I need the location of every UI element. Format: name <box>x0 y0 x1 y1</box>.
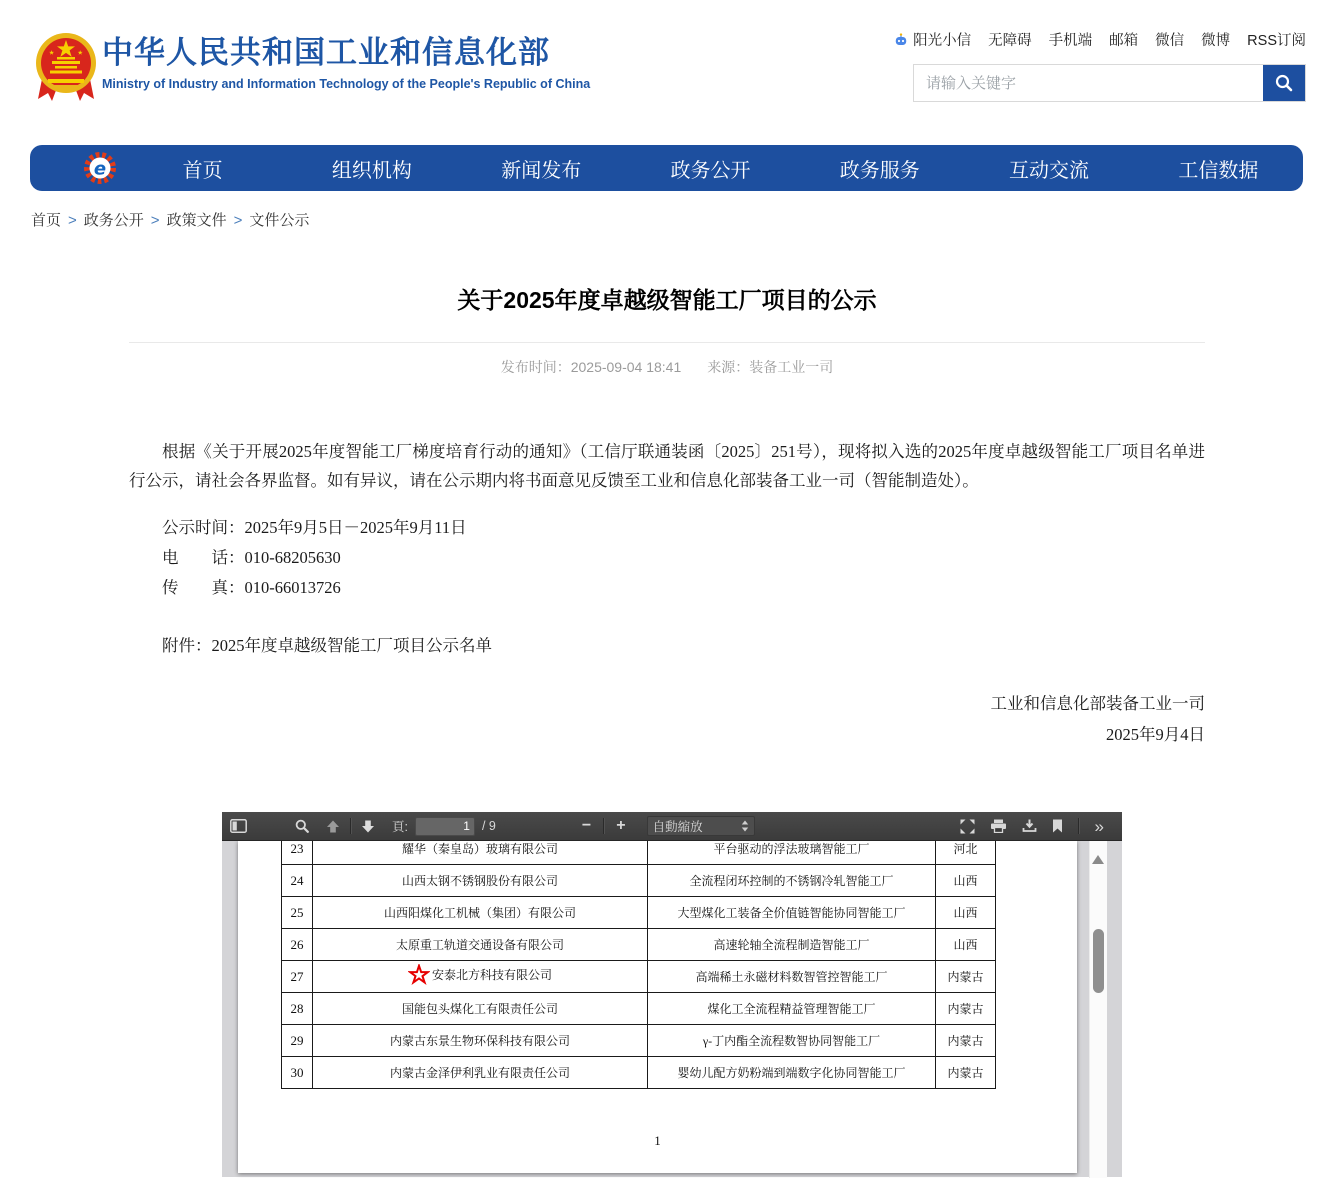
pdf-stage <box>222 841 1122 1178</box>
breadcrumb-separator: > <box>68 212 77 229</box>
site-title-zh: 中华人民共和国工业和信息化部 <box>102 35 550 70</box>
breadcrumb-item: 文件公示 <box>249 212 310 229</box>
cell-province: 内蒙古 <box>936 1057 996 1089</box>
presentation-mode-button[interactable] <box>960 819 975 834</box>
nav-item[interactable]: 互动交流 <box>1009 159 1090 182</box>
quick-links <box>893 29 1306 50</box>
cell-province: 内蒙古 <box>936 1025 996 1057</box>
company-name: 内蒙古金泽伊利乳业有限责任公司 <box>389 1066 570 1080</box>
phone-line: 电 话：010-68205630 <box>162 548 341 567</box>
robot-icon <box>893 32 909 48</box>
cell-company <box>313 1025 648 1057</box>
table-row <box>282 865 996 897</box>
breadcrumb <box>31 209 309 230</box>
bookmark-button[interactable] <box>1052 819 1063 833</box>
factory-list-table <box>281 841 996 1089</box>
cell-company <box>313 1057 648 1089</box>
scrollbar-thumb[interactable] <box>1093 929 1104 993</box>
table-row <box>282 1025 996 1057</box>
nav-item[interactable]: 政务公开 <box>670 159 751 182</box>
company-name: 太原重工轨道交通设备有限公司 <box>395 938 564 952</box>
cell-province: 内蒙古 <box>936 993 996 1025</box>
quick-link[interactable]: 微信 <box>1155 33 1185 49</box>
breadcrumb-separator: > <box>150 212 160 229</box>
breadcrumb-item[interactable]: 政务公开 <box>83 212 144 229</box>
find-button[interactable] <box>295 819 309 833</box>
svg-text:e: e <box>93 158 107 180</box>
table-row <box>282 1057 996 1089</box>
toolbar-divider <box>603 818 605 834</box>
nav-item[interactable]: 组织机构 <box>331 159 412 182</box>
cell-company <box>313 897 648 929</box>
cell-row-number: 23 <box>282 841 313 865</box>
pdf-scrollbar[interactable] <box>1089 841 1107 1178</box>
publish-time-label: 发布时间： <box>500 359 571 375</box>
cell-company <box>313 993 648 1025</box>
attachment-link[interactable]: 附件：2025年度卓越级智能工厂项目公示名单 <box>162 636 492 655</box>
quick-link[interactable]: RSS订阅 <box>1247 33 1306 49</box>
cell-project: 煤化工全流程精益管理智能工厂 <box>648 993 936 1025</box>
page-title: 关于2025年度卓越级智能工厂项目的公示 <box>457 287 877 313</box>
company-name: 耀华（秦皇岛）玻璃有限公司 <box>401 842 558 856</box>
source-value: 装备工业一司 <box>749 359 834 375</box>
nav-item[interactable]: 首页 <box>182 159 223 182</box>
miit-gear-logo-icon <box>82 150 118 186</box>
arrow-down-icon <box>360 820 376 833</box>
cell-company <box>313 841 648 865</box>
cell-row-number: 27 <box>282 961 313 993</box>
search-icon <box>1274 73 1294 93</box>
title-divider <box>129 342 1205 343</box>
download-icon <box>1022 819 1037 833</box>
fax-line: 传 真：010-66013726 <box>162 578 341 597</box>
pdf-viewer <box>222 812 1122 1177</box>
breadcrumb-item[interactable]: 政策文件 <box>166 212 227 229</box>
company-name: 山西阳煤化工机械（集团）有限公司 <box>383 906 576 920</box>
nav-item[interactable]: 工信数据 <box>1178 159 1259 182</box>
cell-project: 全流程闭环控制的不锈钢冷轧智能工厂 <box>648 865 936 897</box>
red-star-icon <box>408 964 430 986</box>
cell-row-number: 30 <box>282 1057 313 1089</box>
pdf-page <box>238 841 1077 1173</box>
source-label: 来源： <box>707 359 750 375</box>
cell-row-number: 24 <box>282 865 313 897</box>
sidebar-toggle-icon <box>230 819 247 833</box>
site-header <box>0 0 1333 130</box>
breadcrumb-separator: > <box>233 212 243 229</box>
next-page-button[interactable] <box>360 820 376 833</box>
cell-province: 山西 <box>936 865 996 897</box>
quick-link[interactable]: 微博 <box>1201 33 1231 49</box>
pdf-page-number: 1 <box>654 1133 661 1148</box>
table-row <box>282 841 996 865</box>
cell-province: 河北 <box>936 841 996 865</box>
national-emblem-icon <box>34 27 98 107</box>
print-button[interactable] <box>990 819 1007 833</box>
cell-project: 大型煤化工装备全价值链智能协同智能工厂 <box>648 897 936 929</box>
main-nav <box>30 145 1303 191</box>
search-bar <box>913 64 1306 102</box>
cell-project: 婴幼儿配方奶粉端到端数字化协同智能工厂 <box>648 1057 936 1089</box>
cell-company <box>313 929 648 961</box>
fullscreen-icon <box>960 819 975 834</box>
article-meta <box>129 357 1205 377</box>
previous-page-button[interactable] <box>325 820 341 833</box>
page-number-input[interactable] <box>415 817 475 836</box>
cell-project: 高速轮轴全流程制造智能工厂 <box>648 929 936 961</box>
article-paragraph: 根据《关于开展2025年度智能工厂梯度培育行动的通知》（工信厅联通装函〔2025〕251号），现将拟入选的2025年度卓越级智能工厂项目名单进行公示，请社会各界监督。如有异议，请在公示期内将书面意见反馈至工业和信息化部装备工业一司（智能制造处）。 <box>129 442 1205 490</box>
zoom-in-button[interactable]: + <box>616 817 626 834</box>
toolbar-divider <box>1078 818 1080 834</box>
notice-period-line: 公示时间：2025年9月5日－2025年9月11日 <box>162 518 467 537</box>
page-label: 頁: <box>392 820 408 834</box>
cell-project: 高端稀土永磁材料数智管控智能工厂 <box>648 961 936 993</box>
cell-project: γ-丁内酯全流程数智协同智能工厂 <box>648 1025 936 1057</box>
nav-item[interactable]: 新闻发布 <box>501 159 582 182</box>
breadcrumb-item[interactable]: 首页 <box>31 212 62 229</box>
printer-icon <box>990 819 1007 833</box>
arrow-up-icon <box>325 820 341 833</box>
site-title-en: Ministry of Industry and Information Technology of the People's Republic of China <box>102 77 591 91</box>
cell-row-number: 26 <box>282 929 313 961</box>
company-name: 内蒙古东景生物环保科技有限公司 <box>389 1034 570 1048</box>
more-tools-button[interactable]: » <box>1094 816 1104 836</box>
signature-date: 2025年9月4日 <box>1106 725 1205 744</box>
find-magnifier-icon <box>295 819 309 833</box>
signature-department: 工业和信息化部装备工业一司 <box>990 694 1205 713</box>
select-spinner-icon <box>741 820 749 832</box>
table-row <box>282 897 996 929</box>
cell-province: 山西 <box>936 897 996 929</box>
article <box>129 282 1205 750</box>
quick-link[interactable]: 阳光小信 <box>893 29 971 50</box>
table-row <box>282 961 996 993</box>
cell-project: 平台驱动的浮法玻璃智能工厂 <box>648 841 936 865</box>
company-name: 国能包头煤化工有限责任公司 <box>401 1002 558 1016</box>
cell-company <box>313 865 648 897</box>
quick-link[interactable]: 无障碍 <box>988 33 1032 49</box>
sidebar-toggle-button[interactable] <box>230 819 247 833</box>
page-count: / 9 <box>481 819 496 833</box>
bookmark-icon <box>1052 819 1063 833</box>
publish-time: 2025-09-04 18:41 <box>570 359 682 375</box>
cell-company <box>313 961 648 993</box>
cell-row-number: 25 <box>282 897 313 929</box>
cell-province: 内蒙古 <box>936 961 996 993</box>
company-name: 山西太钢不锈钢股份有限公司 <box>401 874 558 888</box>
search-input[interactable] <box>914 65 1263 101</box>
cell-province: 山西 <box>936 929 996 961</box>
toolbar-divider <box>350 818 352 834</box>
zoom-mode-select[interactable] <box>647 816 755 836</box>
zoom-mode-value: 自動縮放 <box>652 820 703 834</box>
download-button[interactable] <box>1022 819 1037 833</box>
quick-link[interactable]: 邮箱 <box>1109 33 1139 49</box>
cell-row-number: 29 <box>282 1025 313 1057</box>
table-row <box>282 929 996 961</box>
nav-item[interactable]: 政务服务 <box>839 159 920 182</box>
pdf-toolbar <box>222 812 1122 841</box>
company-name: 安泰北方科技有限公司 <box>408 964 552 986</box>
quick-link[interactable]: 手机端 <box>1048 33 1093 49</box>
search-button[interactable] <box>1263 65 1305 101</box>
cell-row-number: 28 <box>282 993 313 1025</box>
scroll-up-arrow[interactable] <box>1092 855 1104 864</box>
table-row <box>282 993 996 1025</box>
zoom-out-button[interactable]: − <box>581 817 592 834</box>
